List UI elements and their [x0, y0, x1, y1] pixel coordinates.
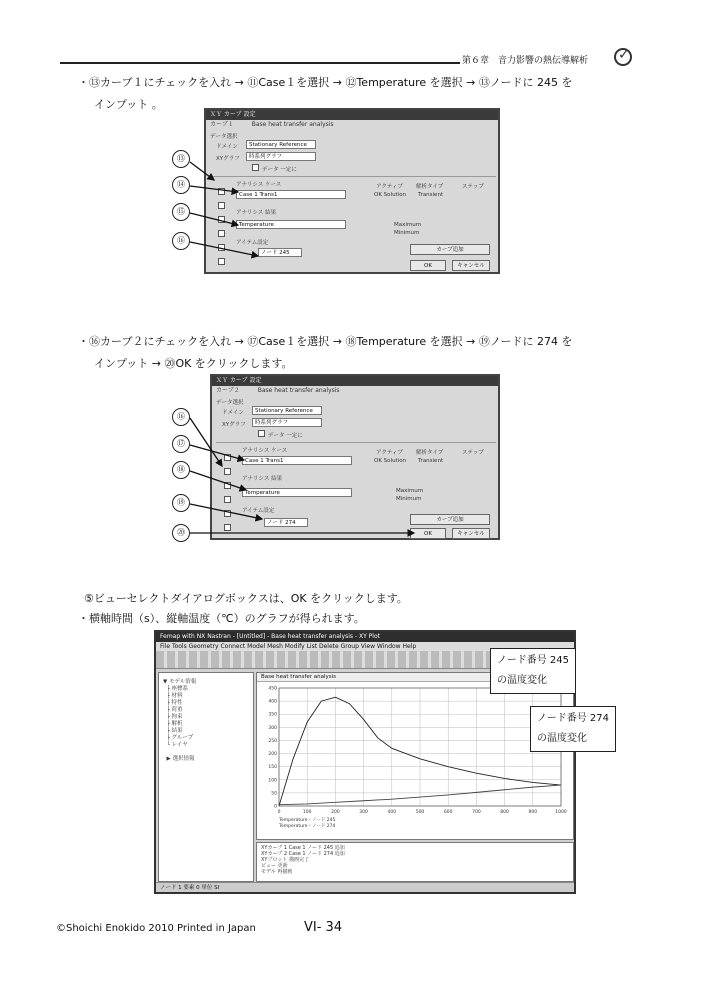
add-curve-button[interactable]: カーブ追加: [410, 244, 490, 255]
note-274-line-2: の温度変化: [537, 733, 587, 744]
x-tick-label: 0: [277, 810, 281, 815]
page-number: VI- 34: [304, 920, 343, 935]
model-tree[interactable]: ▼ モデル情報 ├ 座標系 ├ 材料 ├ 特性 ├ 荷重 ├ 拘束 ├ 解析 ├ 結果 ├ グループ └ レイヤ ▶ 選択情報: [163, 679, 197, 762]
x-tick-label: 200: [331, 810, 340, 815]
analysis-case-select[interactable]: Case 1 Trans1: [242, 456, 352, 465]
xy-graph-select[interactable]: 時系列グラフ: [252, 418, 322, 427]
domain-label: ドメイン: [216, 144, 238, 150]
analysis-result-label: アナリシス 結果: [242, 476, 283, 482]
type-value: Transient: [418, 458, 444, 464]
status-bar: ノード 1 要素 0 単位 SI: [156, 882, 574, 892]
domain-select[interactable]: Stationary Reference: [246, 140, 316, 149]
analysis-result-select[interactable]: Temperature: [236, 220, 346, 229]
item-setting-label: アイテム設定: [236, 240, 269, 246]
callout-16: ⑯: [172, 232, 190, 250]
arrow-14: [190, 186, 238, 192]
item-setting-label: アイテム設定: [242, 508, 275, 514]
analysis-case-label: アナリシス ケース: [236, 182, 282, 188]
bullet-4: ・横軸時間（s）、縦軸温度（℃）のグラフが得られます。: [78, 612, 365, 625]
ok-button[interactable]: OK: [410, 260, 446, 271]
legend-entry: Temperature - ノード 245: [279, 818, 336, 823]
y-tick-label: 200: [268, 752, 277, 758]
dialog-curve-tab[interactable]: カーブ１ Base heat transfer analysis: [210, 121, 334, 128]
fixed-data-label: データ 一定に: [262, 167, 297, 173]
x-tick-label: 500: [415, 810, 425, 815]
y-tick-label: 50: [271, 791, 277, 797]
bullet-1-line-2: インプット 。: [94, 98, 163, 111]
note-274-line-1: ノード番号 274: [537, 713, 609, 724]
xy-plot-view: [256, 672, 574, 840]
x-tick-label: 400: [387, 810, 397, 815]
callout-18: ⑱: [172, 461, 190, 479]
fixed-data-label: データ 一定に: [268, 433, 303, 439]
type-value: Transient: [418, 192, 444, 198]
add-curve-button[interactable]: カーブ追加: [410, 514, 490, 525]
message-log: XYカーブ 1 Case 1 ノード 245 追加 XYカーブ 2 Case 1 ノード 274 追加 XYプロット 描画完了 ビュー 更新 モデル 再描画: [256, 842, 574, 882]
min-label: Minimum: [396, 496, 422, 502]
col-step: ステップ: [462, 450, 484, 456]
data-select-label: データ選択: [210, 134, 238, 140]
node-input[interactable]: ノード 274: [264, 518, 308, 527]
analysis-result-select[interactable]: Temperature: [242, 488, 352, 497]
y-tick-label: 0: [274, 804, 277, 810]
xy-graph-label: XYグラフ: [222, 422, 246, 428]
col-step: ステップ: [462, 184, 484, 190]
view-tab[interactable]: Base heat transfer analysis: [257, 673, 573, 682]
max-label: Maximum: [394, 222, 422, 228]
x-tick-label: 700: [472, 810, 481, 815]
callout-19: ⑲: [172, 494, 190, 512]
col-type: 解析タイプ: [416, 450, 444, 456]
col-type: 解析タイプ: [416, 184, 444, 190]
window-title: Femap with NX Nastran - [Untitled] - Base heat transfer analysis - XY Plot: [156, 632, 574, 642]
bullet-2-line-2: インプット → ⑳OK をクリックします。: [94, 357, 293, 370]
domain-label: ドメイン: [222, 410, 244, 416]
chapter-title: 第６章 音力影響の熱伝導解析: [462, 56, 589, 66]
arrow-16b: [190, 418, 222, 466]
cancel-button[interactable]: キャンセル: [452, 528, 490, 539]
menu-bar[interactable]: File Tools Geometry Connect Model Mesh Modify List Delete Group View Window Help: [156, 642, 574, 651]
node-input[interactable]: ノード 245: [258, 248, 302, 257]
col-active: アクティブ: [376, 450, 403, 456]
max-label: Maximum: [396, 488, 424, 494]
x-tick-label: 900: [528, 810, 538, 815]
callout-15: ⑮: [172, 203, 190, 221]
callout-16: ⑯: [172, 408, 190, 426]
y-tick-label: 250: [268, 738, 277, 744]
xy-graph-select[interactable]: 時系列グラフ: [246, 152, 316, 161]
col-active: アクティブ: [376, 184, 403, 190]
model-info-panel: [158, 672, 254, 882]
min-label: Minimum: [394, 230, 420, 236]
callout-14: ⑭: [172, 176, 190, 194]
note-node-274: [530, 706, 616, 752]
y-tick-label: 350: [268, 712, 277, 718]
y-tick-label: 150: [268, 765, 277, 771]
callout-20: ⑳: [172, 524, 190, 542]
arrow-18: [190, 471, 246, 490]
note-node-245: [490, 648, 576, 694]
dialog-title: ＸＹ カーブ 設定: [206, 110, 498, 120]
domain-select[interactable]: Stationary Reference: [252, 406, 322, 415]
ok-button[interactable]: OK: [410, 528, 446, 539]
bullet-1-line-1: ・⑬カーブ１にチェックを入れ → ⑪Case１を選択 → ⑫Temperature を選択 → ⑬ノードに 245 を: [78, 76, 573, 89]
x-tick-label: 1000: [555, 810, 567, 815]
note-245-line-2: の温度変化: [497, 675, 547, 686]
x-tick-label: 300: [359, 810, 368, 815]
arrow-16: [190, 242, 258, 256]
x-tick-label: 800: [500, 810, 509, 815]
dialog-title: ＸＹ カーブ 設定: [212, 376, 498, 386]
active-value: OK Solution: [374, 192, 407, 198]
bullet-3: ⑤ビューセレクトダイアログボックスは、OK をクリックします。: [84, 592, 408, 605]
copyright: ©Shoichi Enokido 2010 Printed in Japan: [56, 923, 256, 934]
arrow-19: [190, 504, 262, 519]
bullet-2-line-1: ・⑯カーブ２にチェックを入れ → ⑰Case１を選択 → ⑱Temperature を選択 → ⑲ノードに 274 を: [78, 335, 573, 348]
y-tick-label: 300: [268, 725, 277, 731]
arrow-13: [190, 162, 214, 180]
arrow-15: [190, 213, 238, 225]
xy-graph-label: XYグラフ: [216, 156, 240, 162]
cancel-button[interactable]: キャンセル: [452, 260, 490, 271]
y-tick-label: 450: [268, 686, 277, 692]
y-tick-label: 400: [268, 699, 277, 705]
note-245-line-1: ノード番号 245: [497, 655, 569, 666]
dialog-curve-tab[interactable]: カーブ２ Base heat transfer analysis: [216, 387, 340, 394]
x-tick-label: 100: [302, 810, 312, 815]
x-tick-label: 600: [443, 810, 453, 815]
y-tick-label: 100: [268, 778, 277, 784]
callout-17: ⑰: [172, 435, 190, 453]
analysis-result-label: アナリシス 結果: [236, 210, 277, 216]
data-select-label: データ選択: [216, 400, 244, 406]
analysis-case-label: アナリシス ケース: [242, 448, 288, 454]
analysis-case-select[interactable]: Case 1 Trans1: [236, 190, 346, 199]
active-value: OK Solution: [374, 458, 407, 464]
temperature-chart: [257, 682, 573, 838]
callout-13: ⑬: [172, 150, 190, 168]
legend-entry: Temperature - ノード 274: [279, 824, 336, 829]
